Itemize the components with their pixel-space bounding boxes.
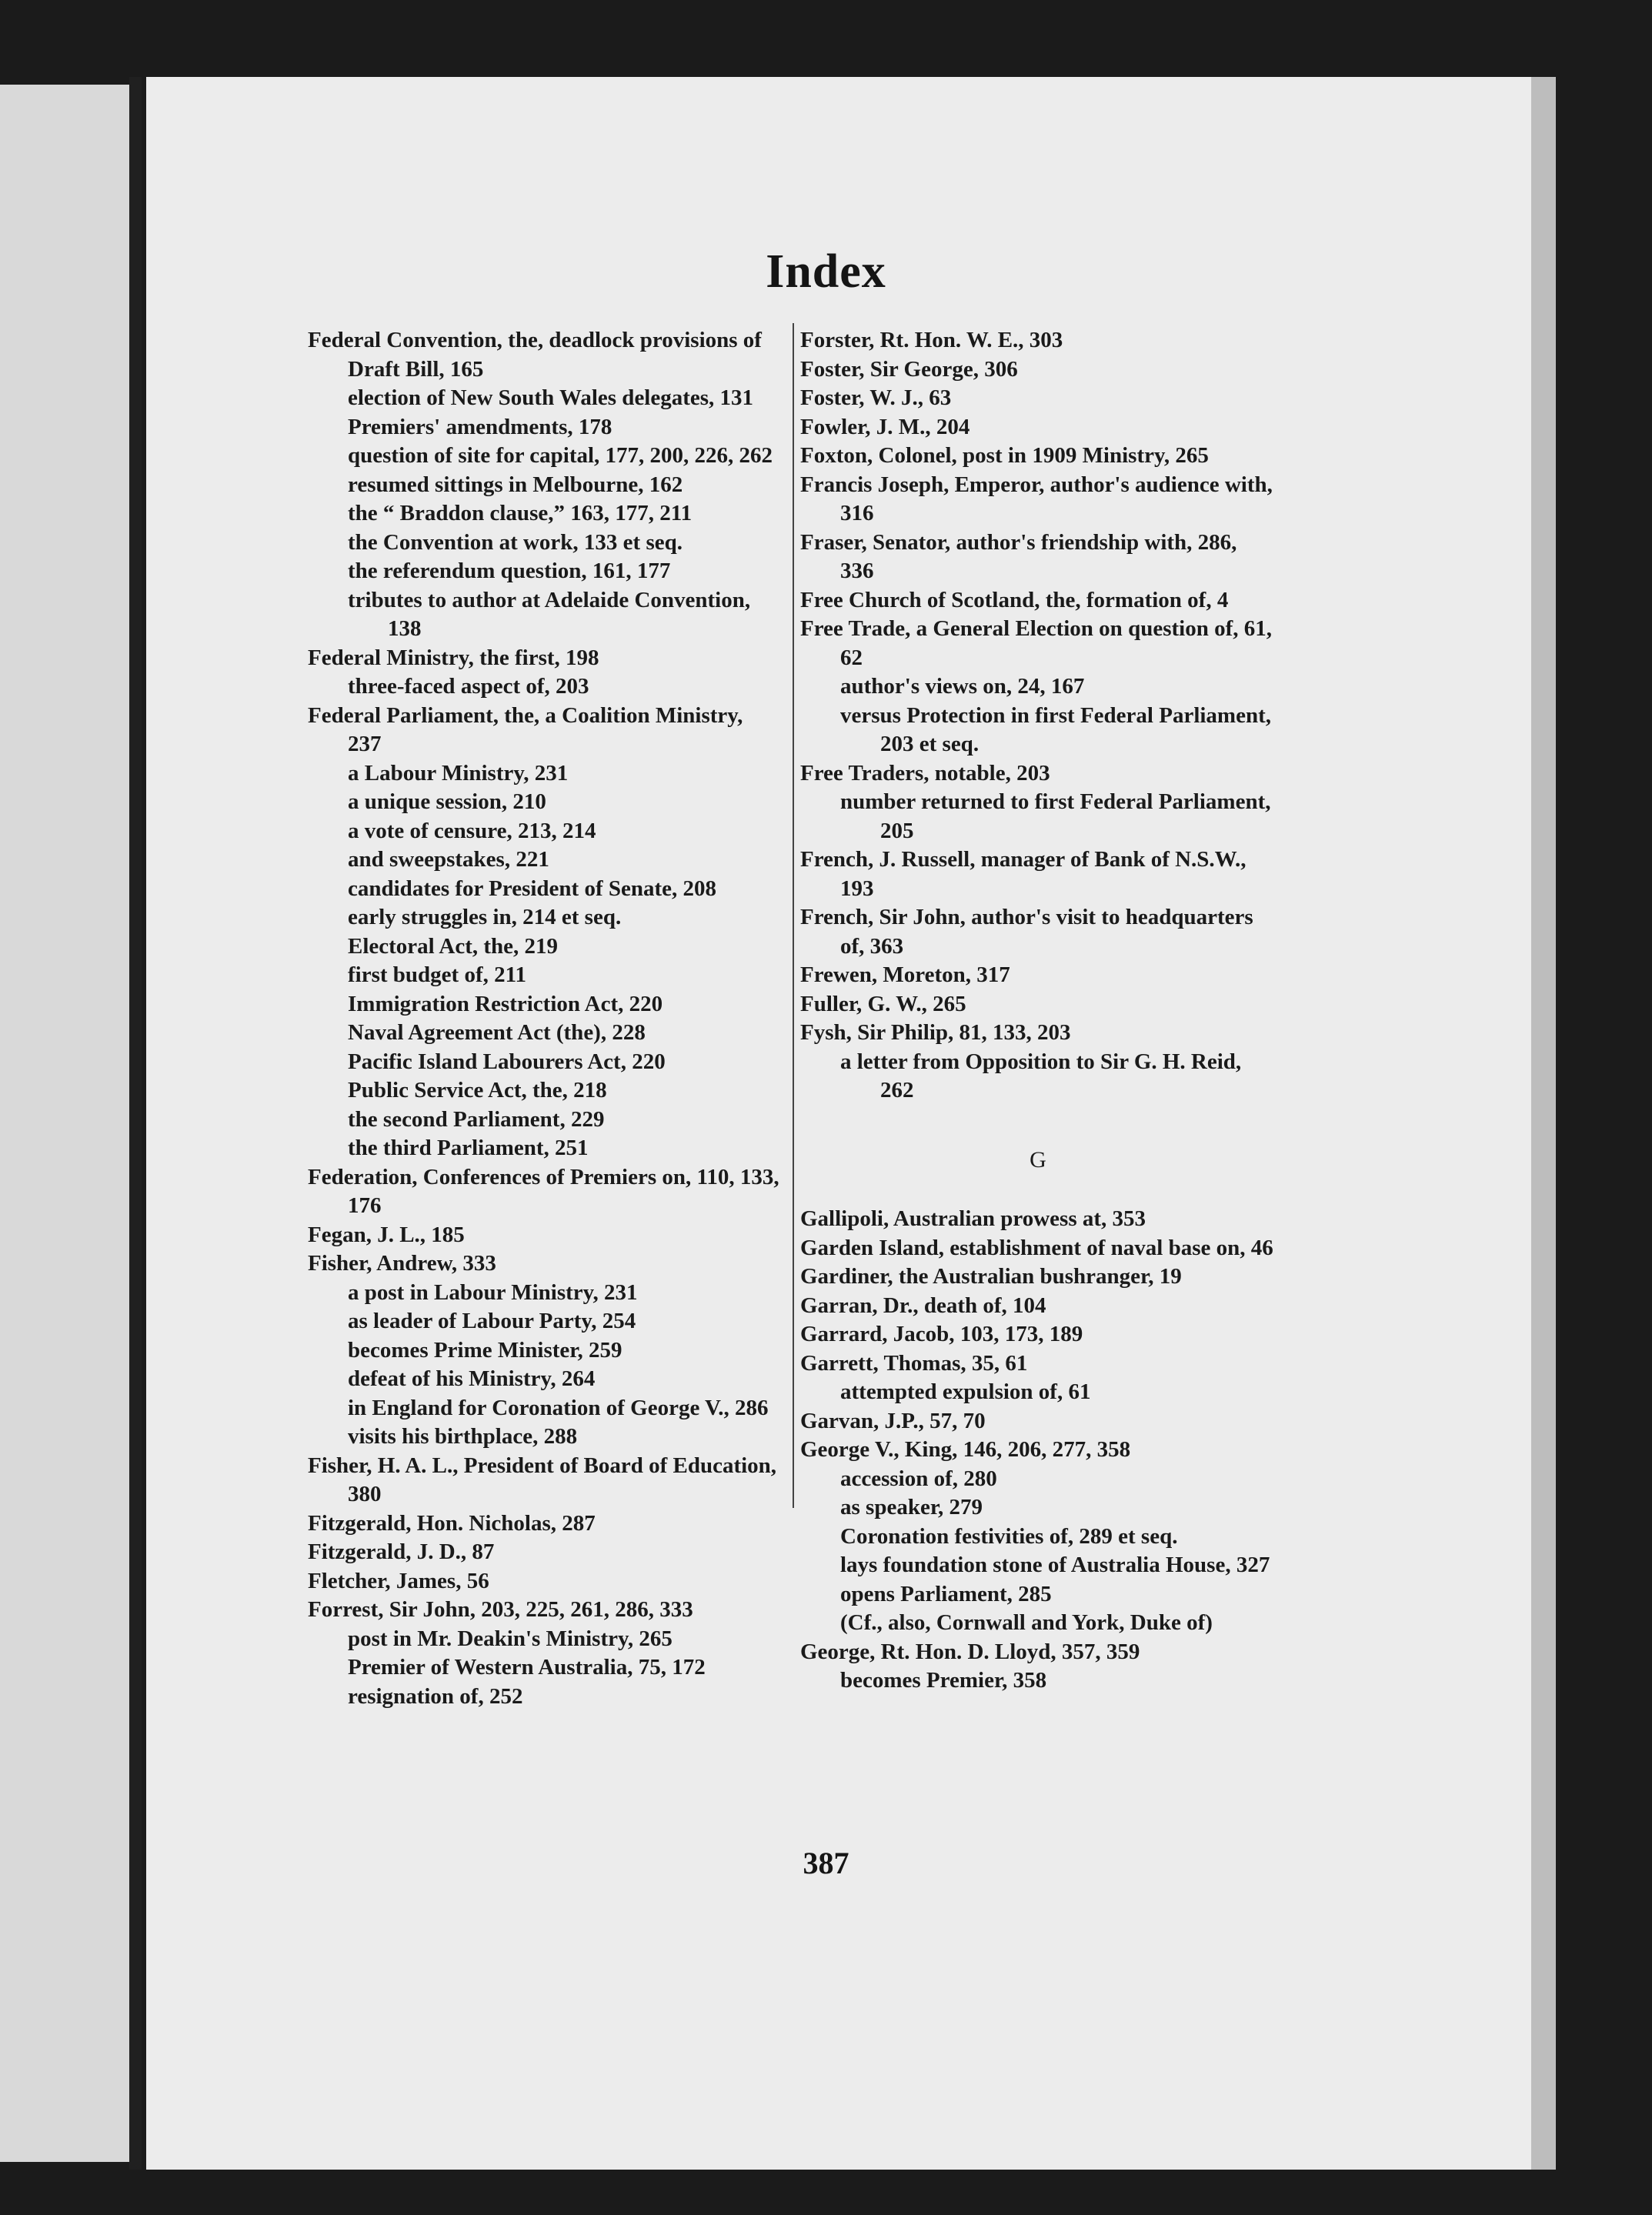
index-entry: Fisher, Andrew, 333 (308, 1251, 496, 1276)
page-title: Index (766, 245, 886, 298)
index-entry: resumed sittings in Melbourne, 162 (348, 472, 683, 497)
index-entry: Gallipoli, Australian prowess at, 353 (800, 1206, 1146, 1231)
index-entry: versus Protection in first Federal Parliament, 203 et seq. (840, 702, 1271, 756)
section-letter-heading: G (1030, 1146, 1046, 1173)
index-entry: the referendum question, 161, 177 (348, 559, 671, 583)
index-entry: early struggles in, 214 et seq. (348, 905, 622, 929)
index-entry: French, J. Russell, manager of Bank of N.S.W., 193 (800, 847, 1247, 901)
index-entry: a letter from Opposition to Sir G. H. Reid, 262 (840, 1049, 1242, 1102)
index-entry: George, Rt. Hon. D. Lloyd, 357, 359 (800, 1639, 1140, 1664)
index-entry: Forster, Rt. Hon. W. E., 303 (800, 328, 1063, 352)
index-entry: Pacific Island Labourers Act, 220 (348, 1049, 666, 1074)
index-entry: the third Parliament, 251 (348, 1136, 589, 1160)
index-entry: the second Parliament, 229 (348, 1106, 605, 1132)
index-entry: attempted expulsion of, 61 (840, 1379, 1091, 1404)
index-entry: (Cf., also, Cornwall and York, Duke of) (840, 1610, 1213, 1635)
index-entry: a unique session, 210 (348, 789, 546, 814)
index-entry: Free Trade, a General Election on question of, 61, 62 (800, 616, 1272, 670)
index-entry: Fitzgerald, Hon. Nicholas, 287 (308, 1510, 596, 1536)
index-entry: a post in Labour Ministry, 231 (348, 1279, 638, 1305)
index-entry: Frewen, Moreton, 317 (800, 962, 1010, 987)
index-entry: Foxton, Colonel, post in 1909 Ministry, 265 (800, 443, 1209, 468)
index-entry: becomes Prime Minister, 259 (348, 1337, 622, 1363)
index-entry: Immigration Restriction Act, 220 (348, 991, 663, 1016)
index-entry: post in Mr. Deakin's Ministry, 265 (348, 1626, 672, 1651)
index-entry: Foster, Sir George, 306 (800, 356, 1018, 382)
index-entry: in England for Coronation of George V., 286 (348, 1395, 769, 1420)
index-entry: Federal Ministry, the first, 198 (308, 645, 599, 670)
index-entry: Free Church of Scotland, the, formation of, 4 (800, 587, 1229, 612)
index-entry: Forrest, Sir John, 203, 225, 261, 286, 333 (308, 1597, 693, 1622)
index-entry: a vote of censure, 213, 214 (348, 818, 596, 843)
index-column-right (800, 326, 1276, 1696)
index-entry: Fysh, Sir Philip, 81, 133, 203 (800, 1020, 1071, 1045)
index-entry: Garrard, Jacob, 103, 173, 189 (800, 1322, 1083, 1346)
index-entry: French, Sir John, author's visit to headquarters of, 363 (800, 905, 1253, 959)
index-entry: Francis Joseph, Emperor, author's audience with, 316 (800, 472, 1273, 525)
index-entry: Fisher, H. A. L., President of Board of Education, 380 (308, 1453, 777, 1506)
index-entry: Federal Parliament, the, a Coalition Ministry, 237 (308, 702, 743, 756)
index-entry: author's views on, 24, 167 (840, 674, 1085, 699)
index-entry: as speaker, 279 (840, 1495, 983, 1519)
index-entry: Electoral Act, the, 219 (348, 933, 559, 959)
index-entry: George V., King, 146, 206, 277, 358 (800, 1437, 1131, 1462)
index-entry: Garran, Dr., death of, 104 (800, 1293, 1046, 1318)
index-entry: and sweepstakes, 221 (348, 847, 549, 872)
index-entry: Naval Agreement Act (the), 228 (348, 1020, 646, 1045)
index-entry: Fraser, Senator, author's friendship with, 286, 336 (800, 529, 1237, 583)
index-entry: Foster, W. J., 63 (800, 385, 952, 410)
index-entry: Garden Island, establishment of naval base on, 46 (800, 1235, 1273, 1260)
index-entry: Premiers' amendments, 178 (348, 414, 612, 439)
index-entry: candidates for President of Senate, 208 (348, 876, 717, 901)
index-entry: a Labour Ministry, 231 (348, 760, 569, 786)
index-entry: question of site for capital, 177, 200, 226, 262 (348, 443, 773, 468)
index-entry: Fletcher, James, 56 (308, 1568, 489, 1593)
index-entry: Garrett, Thomas, 35, 61 (800, 1350, 1028, 1376)
index-entry: the “ Braddon clause,” 163, 177, 211 (348, 501, 693, 525)
index-entry: Federal Convention, the, deadlock provisions of Draft Bill, 165 (308, 328, 762, 382)
index-entry: as leader of Labour Party, 254 (348, 1309, 636, 1333)
index-entry: accession of, 280 (840, 1466, 997, 1491)
index-entry: Fitzgerald, J. D., 87 (308, 1539, 495, 1564)
index-entry: lays foundation stone of Australia House, 327 (840, 1553, 1270, 1577)
index-column-left (308, 326, 782, 1711)
index-entry: resignation of, 252 (348, 1683, 523, 1709)
index-entry: tributes to author at Adelaide Convention, 138 (348, 587, 751, 641)
index-entry: Coronation festivities of, 289 et seq. (840, 1523, 1178, 1549)
index-entry: defeat of his Ministry, 264 (348, 1366, 596, 1391)
index-entry: visits his birthplace, 288 (348, 1424, 578, 1449)
column-divider (793, 323, 794, 1508)
index-entry: Federation, Conferences of Premiers on, 110, 133, 176 (308, 1164, 779, 1218)
index-entry: Premier of Western Australia, 75, 172 (348, 1655, 706, 1680)
index-entry: opens Parliament, 285 (840, 1581, 1052, 1606)
index-entry: first budget of, 211 (348, 962, 526, 987)
index-entry: Fegan, J. L., 185 (308, 1222, 465, 1247)
index-entry: Fowler, J. M., 204 (800, 414, 970, 439)
page-number: 387 (803, 1846, 849, 1880)
index-entry: three-faced aspect of, 203 (348, 674, 589, 699)
index-entry: number returned to first Federal Parliament, 205 (840, 789, 1271, 843)
index-entry: becomes Premier, 358 (840, 1668, 1047, 1693)
index-entry: the Convention at work, 133 et seq. (348, 529, 682, 555)
index-entry: Public Service Act, the, 218 (348, 1078, 607, 1102)
index-entry: election of New South Wales delegates, 131 (348, 385, 754, 410)
index-entry: Gardiner, the Australian bushranger, 19 (800, 1264, 1182, 1289)
index-entry: Free Traders, notable, 203 (800, 760, 1050, 786)
index-entry: Fuller, G. W., 265 (800, 991, 966, 1016)
index-entry: Garvan, J.P., 57, 70 (800, 1408, 986, 1433)
